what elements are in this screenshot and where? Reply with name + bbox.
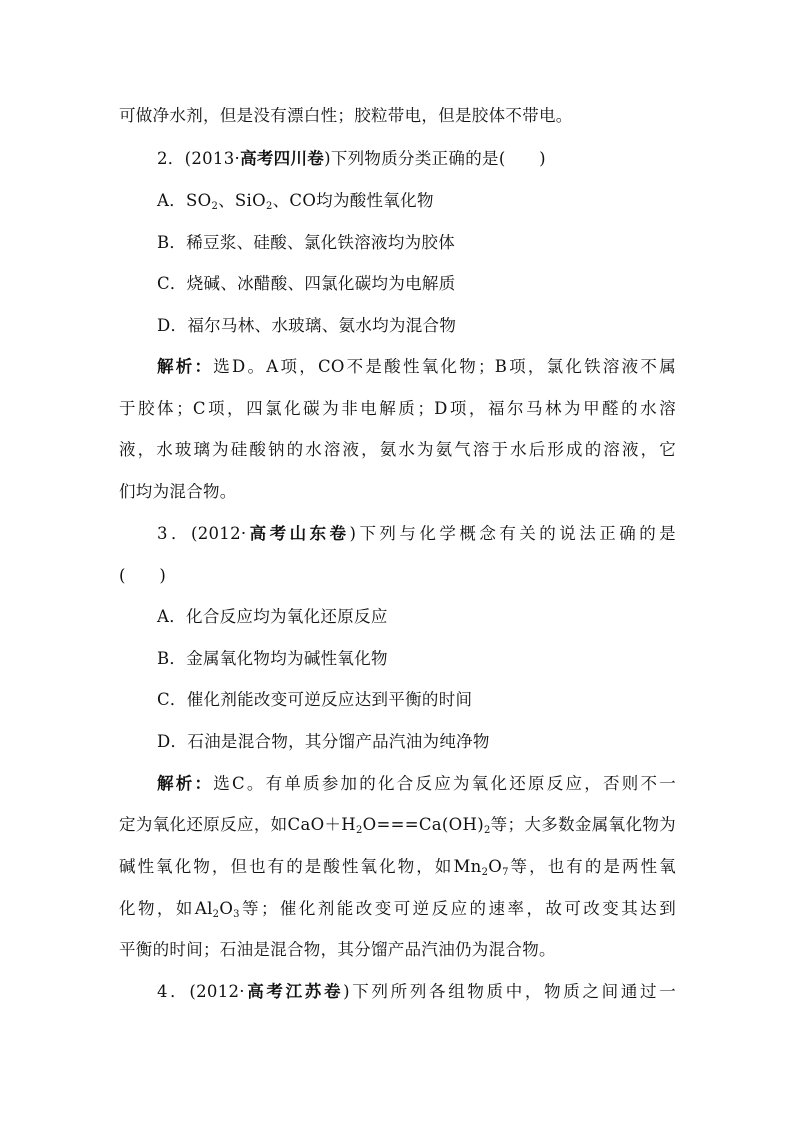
answer-analysis-line: 定为氧化还原反应，如$CaO+H_2O===Ca(OH)_2$等；大多数金属氧化物为	[119, 815, 676, 836]
answer-analysis-line: 于胶体；C项，四氯化碳为非电解质；D项，福尔马林为甲醛的水溶	[119, 399, 676, 418]
option-b: B．金属氧化物均为碱性氧化物	[157, 649, 388, 668]
option-c: C．催化剂能改变可逆反应达到平衡的时间	[157, 690, 473, 709]
option-a: A．化合反应均为氧化还原反应	[157, 607, 388, 626]
option-c: C．烧碱、冰醋酸、四氯化碳均为电解质	[157, 274, 456, 293]
question-source: 高考山东卷	[246, 524, 350, 543]
answer-analysis-line: 液，水玻璃为硅酸钠的水溶液，氨水为氨气溶于水后形成的溶液，它	[119, 440, 676, 459]
question-2-stem: 2．(2013·高考四川卷)下列物质分类正确的是( )	[157, 149, 546, 168]
question-source: 高考江苏卷	[244, 982, 344, 1001]
answer-analysis-line: 化物，如$Al_2O_3$等；催化剂能改变可逆反应的速率，故可改变其达到	[119, 899, 676, 920]
option-d: D．石油是混合物，其分馏产品汽油为纯净物	[157, 732, 490, 751]
answer-analysis-line: 解析：选C。有单质参加的化合反应为氧化还原反应，否则不一	[157, 774, 676, 793]
answer-analysis-line: 们均为混合物。	[119, 482, 237, 501]
text-line: 可做净水剂，但是没有漂白性；胶粒带电，但是胶体不带电。	[119, 106, 573, 125]
analysis-label: 解析：	[157, 357, 214, 376]
analysis-label: 解析：	[157, 774, 214, 793]
answer-analysis-line: 解析：选D。A项，CO不是酸性氧化物；B项，氯化铁溶液不属	[157, 357, 676, 376]
question-source: 高考四川卷	[240, 149, 325, 168]
option-d: D．福尔马林、水玻璃、氨水均为混合物	[157, 316, 457, 335]
question-3-stem: 3．(2012·高考山东卷)下列与化学概念有关的说法正确的是	[157, 524, 676, 543]
option-b: B．稀豆浆、硅酸、氯化铁溶液均为胶体	[157, 233, 456, 252]
answer-analysis-line: 碱性氧化物，但也有的是酸性氧化物，如$Mn_2O_7$等，也有的是两性氧	[119, 857, 676, 878]
question-4-stem: 4．(2012·高考江苏卷)下列所列各组物质中，物质之间通过一	[157, 982, 677, 1001]
answer-analysis-line: 平衡的时间；石油是混合物，其分馏产品汽油仍为混合物。	[119, 940, 556, 959]
answer-blank: ( )	[119, 566, 167, 585]
option-a: A．$SO_2$、SiO$_2$、CO均为酸性氧化物	[157, 191, 434, 212]
